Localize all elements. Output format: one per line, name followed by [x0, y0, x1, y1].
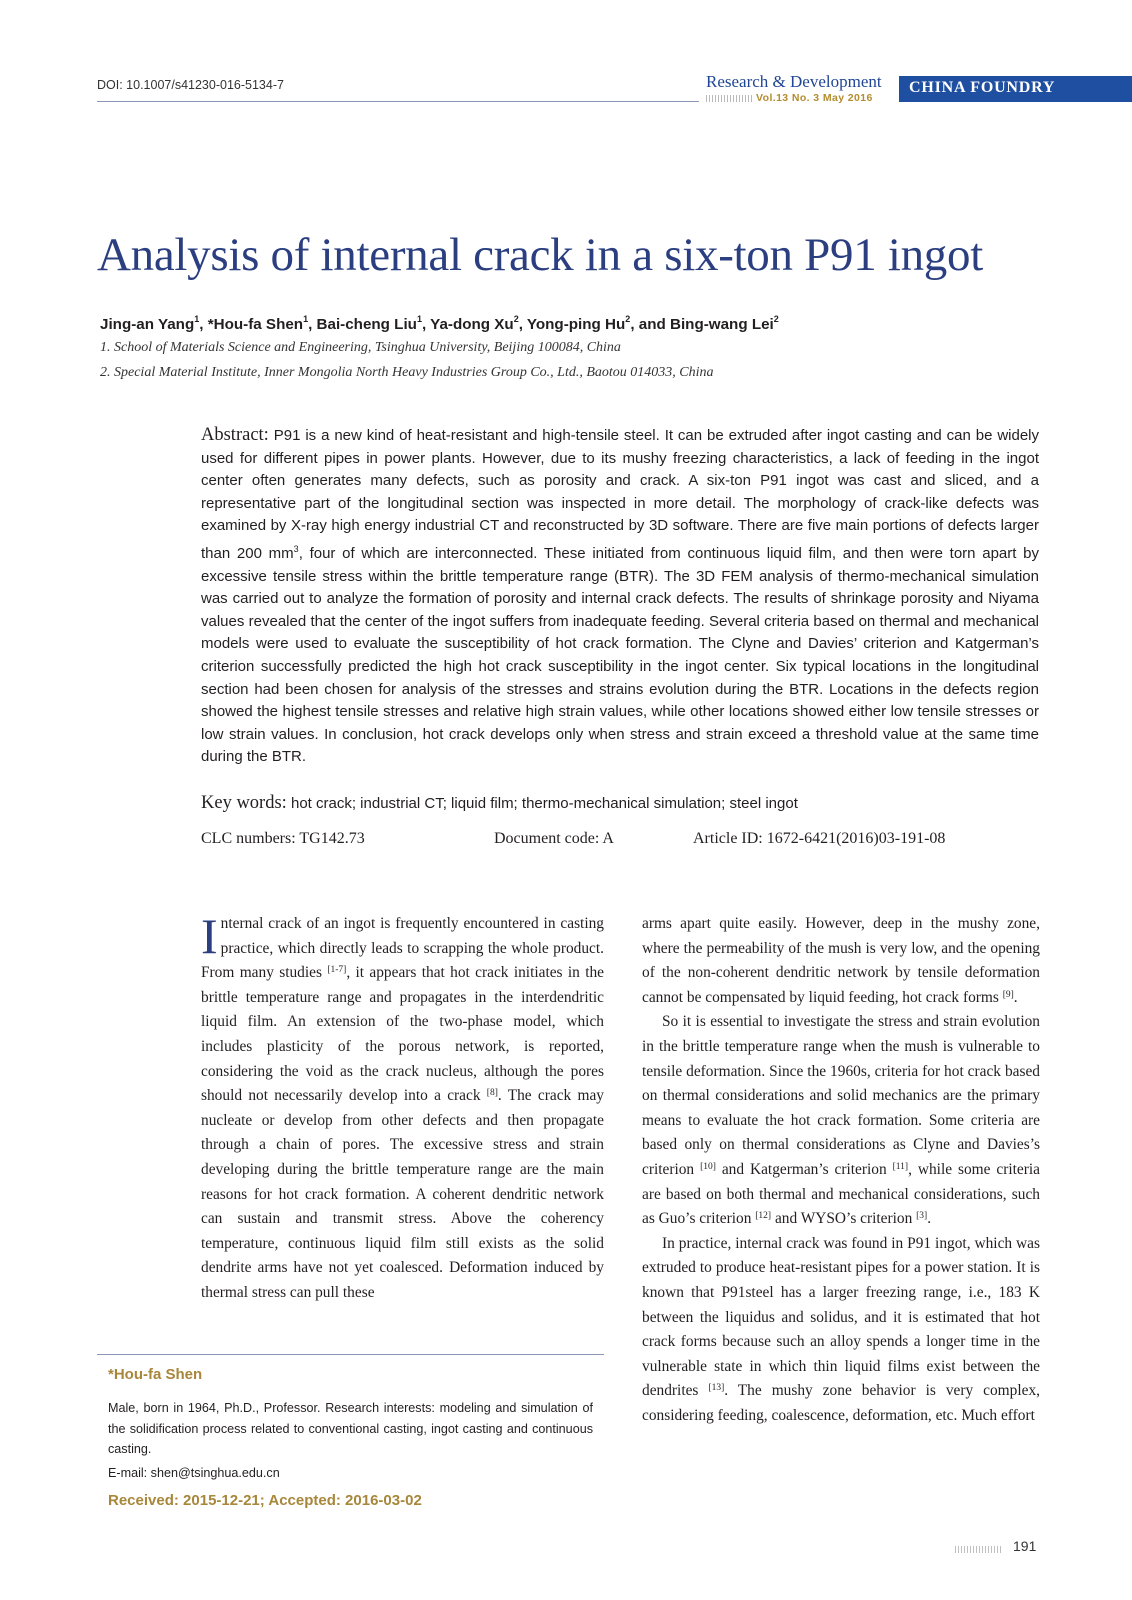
abstract-text: P91 is a new kind of heat-resistant and high-tensile steel. It can be extruded after ingot casting and can be widely used for different pipes in power plants. However, due to its mushy freezing characteristics, a lack of feeding in the ingot center often generates many defects, such as porosity and crack. A six-ton P91 ingot was cast and sliced, and a representative part of the longitudinal section was inspected in more detail. The morphology of crack-like defects was examined by X-ray high energy industrial CT and reconstructed by 3D software. There are five main portions of defects larger than 200 mm [201, 427, 1039, 562]
received-accepted-dates: Received: 2015-12-21; Accepted: 2016-03-02 [108, 1492, 422, 1509]
citation-ref[interactable]: [13] [708, 1383, 725, 1394]
author-affiliation-mark: 2 [773, 314, 779, 324]
body-text: . [1013, 988, 1018, 1006]
author-name: Ya-dong Xu [430, 316, 514, 334]
paper-title: Analysis of internal crack in a six-ton P91 ingot [97, 229, 983, 281]
document-code: Document code: A [494, 830, 614, 847]
body-text: So it is essential to investigate the stress and strain evolution in the brittle temperature range when the mush is vulnerable to tensile deformation. Since the 1960s, criteria for hot crack based on thermal considerations and solid mechanics are the primary means to evaluate the hot crack formation. Some criteria are based only on thermal considerations as Clyne and Davies’s criterion [642, 1013, 1040, 1178]
body-paragraph [642, 1232, 1040, 1429]
body-text: and Katgerman’s criterion [715, 1160, 893, 1178]
body-text: . [927, 1210, 932, 1228]
volume-label: Vol.13 No. 3 May 2016 [756, 92, 873, 104]
body-text: . The crack may nucleate or develop from other defects and then propagate through a chain of pores. The excessive stress and strain developing during the brittle temperature range are the main reasons for hot crack formation. A coherent dendritic network can sustain and transmit stress. Above the coherency temperature, continuous liquid film still exists as the solid dendrite arms have not yet coalesced. Deformation induced by thermal stress can pull these [201, 1087, 604, 1301]
author-name: Bai-cheng Liu [316, 316, 417, 334]
drop-cap: I [201, 908, 218, 964]
body-text: and WYSO’s criterion [771, 1210, 917, 1228]
author-name: and Bing-wang Lei [638, 316, 774, 334]
header-divider [97, 101, 699, 102]
citation-ref[interactable]: [12] [755, 1211, 772, 1222]
author-affiliation-mark: 2 [513, 314, 519, 324]
author-list: Jing-an Yang$^1$, *Hou-fa Shen$^1$, Bai-cheng Liu$^1$, Ya-dong Xu$^2$, Yong-ping Hu$^2$, and Bing-wang Lei$^2$ [100, 314, 779, 334]
keywords-label: Key words: [201, 793, 287, 813]
body-column-right [642, 912, 1040, 1428]
author-affiliation-mark: 1 [303, 314, 309, 324]
affiliation-2: 2. Special Material Institute, Inner Mongolia North Heavy Industries Group Co., Ltd., Baotou 014033, China [100, 365, 714, 380]
article-id: Article ID: 1672-6421(2016)03-191-08 [693, 830, 946, 847]
author-affiliation-mark: 1 [194, 314, 200, 324]
citation-ref[interactable]: [8] [486, 1088, 498, 1099]
body-text: , while some criteria are based on both thermal and mechanical considerations, such as Guo’s criterion [642, 1160, 1040, 1228]
body-text: nternal crack of an ingot is frequently encountered in casting practice, which directly leads to scrapping the whole product. From many studies [201, 915, 604, 982]
abstract-text-continued: , four of which are interconnected. These initiated from continuous liquid film, and then were torn apart by excessive tensile stress within the brittle temperature range (BTR). The 3D FEM analysis of thermo-mechanical simulation was carried out to analyze the formation of porosity and internal crack defects. The results of shrinkage porosity and Niyama values revealed that the center of the ingot suffers from inadequate feeding. Several criteria based on thermal and mechanical models were used to evaluate the susceptibility of hot crack formation. The Clyne and Davies’ criterion and Katgerman’s criterion successfully predicted the high hot crack susceptibility in the ingot center. Six typical locations in the longitudinal section had been chosen for analysis of the stresses and strains evolution during the BTR. Locations in the defects region showed the highest tensile stresses and relative high strain values, while other locations showed either low tensile stresses or low strain values. In conclusion, hot crack develops only when stress and strain exceed a threshold value at the same time during the BTR. [201, 544, 1039, 766]
footer-dots-decoration [955, 1546, 1003, 1553]
abstract-superscript: 3 [293, 543, 299, 554]
abstract-label: Abstract: [201, 425, 269, 445]
citation-ref[interactable]: [9] [1002, 989, 1014, 1000]
footnote-divider [97, 1354, 604, 1355]
body-paragraph [642, 1010, 1040, 1231]
body-text: In practice, internal crack was found in P91 ingot, which was extruded to produce heat-resistant pipes for a power station. It is known that P91steel has a larger freezing range, i.e., 183 K between the liquidus and solidus, and it is estimated that hot crack forms because such an alloy spends a longer time in the vulnerable state in which thin liquid films exist between the dendrites [642, 1234, 1040, 1400]
body-paragraph [201, 908, 604, 1306]
author-name: *Hou-fa Shen [207, 316, 304, 334]
body-column-left [201, 908, 604, 1306]
doi-label: DOI: 10.1007/s41230-016-5134-7 [97, 78, 284, 92]
section-label: Research & Development [706, 72, 882, 91]
journal-name: CHINA FOUNDRY [909, 79, 1056, 96]
body-text: arms apart quite easily. However, deep in the mushy zone, where the permeability of the mush is very low, and the opening of the non-coherent dendritic network by tensile deformation cannot be compensated by liquid feeding, hot crack forms [642, 915, 1040, 1006]
author-affiliation-mark: 1 [416, 314, 422, 324]
keywords [201, 793, 1039, 814]
header-dots-decoration [706, 95, 752, 102]
body-paragraph [642, 912, 1040, 1010]
corresponding-author-name: *Hou-fa Shen [108, 1366, 203, 1383]
citation-ref[interactable]: [3] [916, 1211, 928, 1222]
author-name: Jing-an Yang [100, 316, 195, 334]
author-affiliation-mark: 2 [625, 314, 631, 324]
page-number: 191 [1013, 1538, 1037, 1554]
clc-number: CLC numbers: TG142.73 [201, 830, 365, 847]
body-text: , it appears that hot crack initiates in the brittle temperature range and propagates in the interdendritic liquid film. An extension of the two-phase model, which includes plasticity of the porous network, is reported, considering the void as the crack nucleus, although the pores should not necessarily develop into a crack [201, 964, 604, 1105]
citation-ref[interactable]: [11] [892, 1161, 909, 1172]
citation-ref[interactable]: [1-7] [327, 965, 347, 976]
citation-ref[interactable]: [10] [700, 1161, 716, 1172]
keywords-text: hot crack; industrial CT; liquid film; thermo-mechanical simulation; steel ingot [290, 795, 798, 812]
affiliation-1: 1. School of Materials Science and Engineering, Tsinghua University, Beijing 100084, China [100, 340, 621, 355]
abstract [201, 424, 1039, 769]
body-text: . The mushy zone behavior is very complex, considering feeding, coalescence, deformation, etc. Much effort [642, 1382, 1040, 1424]
author-name: Yong-ping Hu [526, 316, 626, 334]
author-email[interactable]: E-mail: shen@tsinghua.edu.cn [108, 1466, 280, 1480]
author-bio: Male, born in 1964, Ph.D., Professor. Research interests: modeling and simulation of the solidification process related to conventional casting, ingot casting and continuous casting. [108, 1401, 593, 1456]
